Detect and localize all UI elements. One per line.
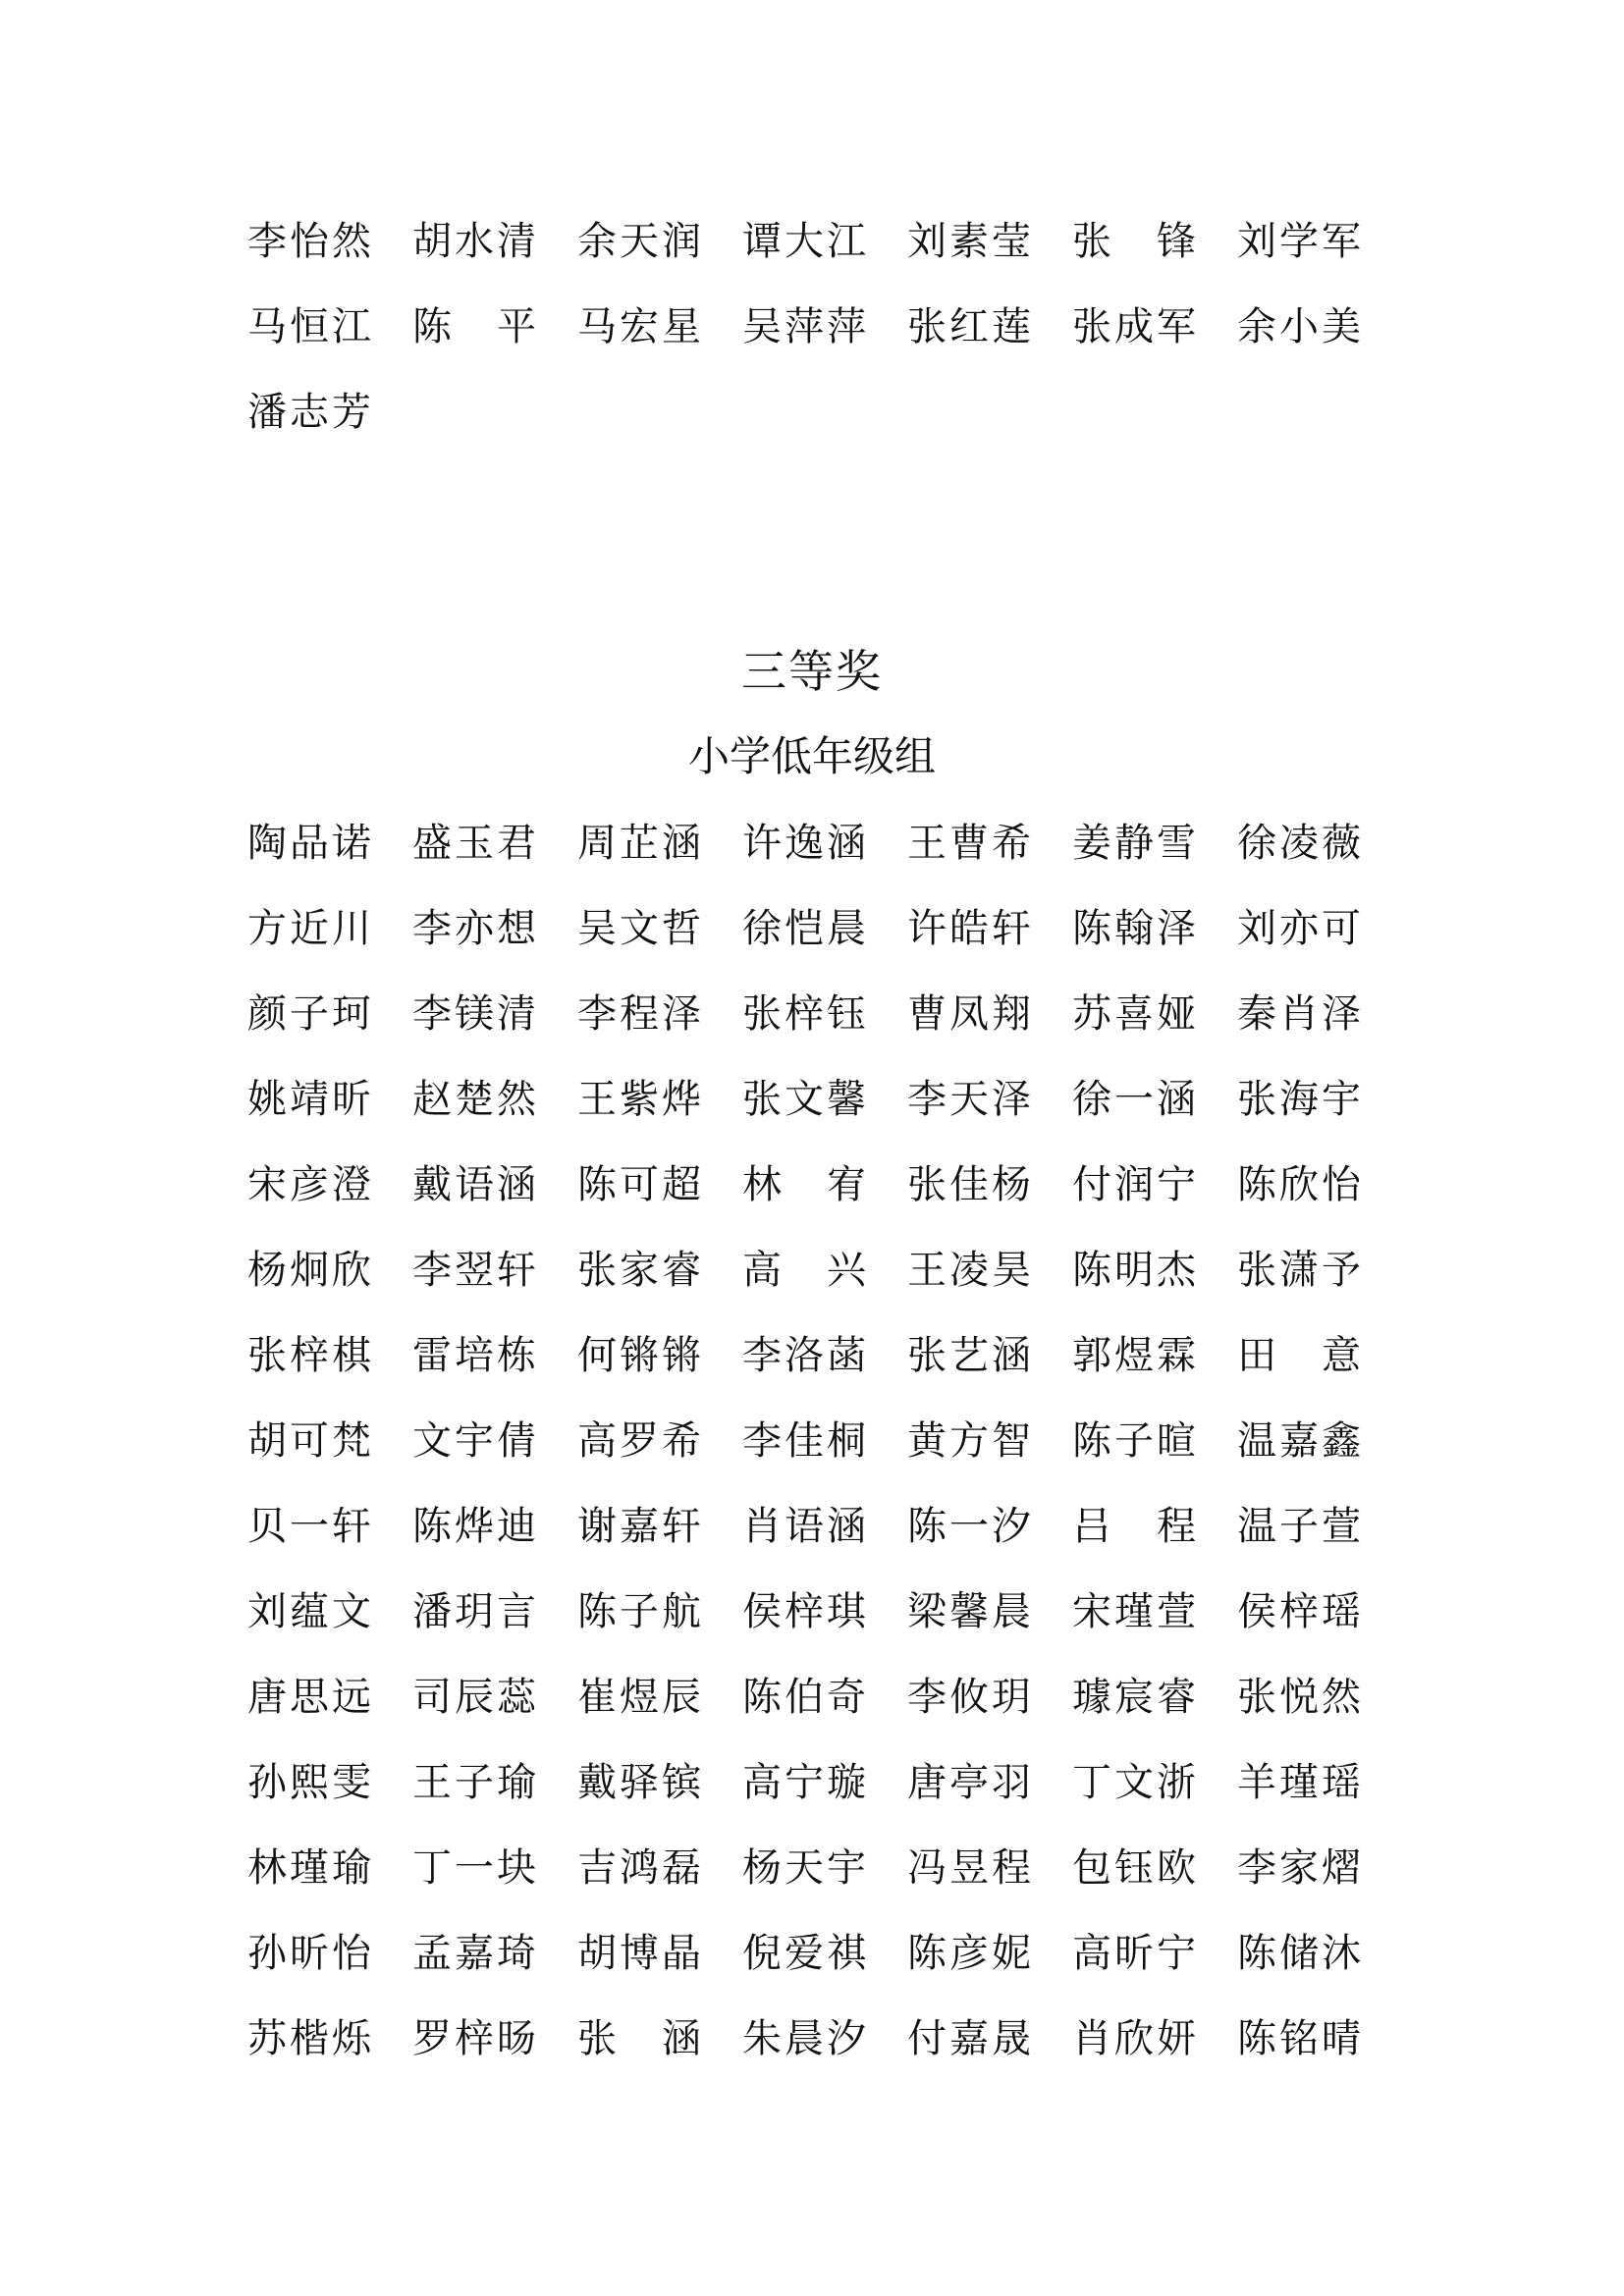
student-name: 谭 大 江 — [742, 219, 866, 264]
student-name: 李 镁 清 — [412, 991, 536, 1037]
student-name: 谢 嘉 轩 — [577, 1504, 701, 1549]
student-name: 唐 亭 羽 — [907, 1760, 1031, 1805]
student-name: 贝 一 轩 — [247, 1504, 371, 1549]
student-name: 陶 品 诺 — [247, 821, 371, 866]
student-name: 杨 炯 欣 — [247, 1248, 371, 1293]
student-name: 孟 嘉 琦 — [412, 1931, 536, 1976]
student-name: 高 兴 — [742, 1248, 866, 1293]
student-name: 方 近 川 — [247, 906, 371, 951]
student-name: 陈 平 — [412, 304, 536, 349]
student-name: 璩 宸 睿 — [1072, 1675, 1196, 1720]
student-name: 文 宇 倩 — [412, 1418, 536, 1464]
student-name: 唐 思 远 — [247, 1675, 371, 1720]
student-name: 陈 子 暄 — [1072, 1418, 1196, 1464]
student-name: 张 梓 钰 — [742, 991, 866, 1037]
student-name: 付 润 宁 — [1072, 1162, 1196, 1207]
student-name: 陈 子 航 — [577, 1589, 701, 1634]
student-name: 张 艺 涵 — [907, 1333, 1031, 1378]
student-name: 张 海 宇 — [1237, 1077, 1361, 1122]
student-name: 吴 文 哲 — [577, 906, 701, 951]
student-name: 姚 靖 昕 — [247, 1077, 371, 1122]
student-name: 刘 蕴 文 — [247, 1589, 371, 1634]
student-name: 王 紫 烨 — [577, 1077, 701, 1122]
student-name: 张 涵 — [577, 2016, 701, 2061]
student-name: 许 逸 涵 — [742, 821, 866, 866]
student-name: 周 芷 涵 — [577, 821, 701, 866]
student-name: 李 佳 桐 — [742, 1418, 866, 1464]
student-name: 李 家 熠 — [1237, 1845, 1361, 1891]
student-name: 吴 萍 萍 — [742, 304, 866, 349]
student-name: 温 嘉 鑫 — [1237, 1418, 1361, 1464]
student-name: 陈 储 沐 — [1237, 1931, 1361, 1976]
student-name: 罗 梓 旸 — [412, 2016, 536, 2061]
student-name: 郭 煜 霖 — [1072, 1333, 1196, 1378]
student-name: 李 天 泽 — [907, 1077, 1031, 1122]
student-name: 张 成 军 — [1072, 304, 1196, 349]
student-name: 余 天 润 — [577, 219, 701, 264]
student-name: 梁 馨 晨 — [907, 1589, 1031, 1634]
student-name: 孙 昕 怡 — [247, 1931, 371, 1976]
student-name: 丁 文 浙 — [1072, 1760, 1196, 1805]
student-name: 肖 欣 妍 — [1072, 2016, 1196, 2061]
student-name: 盛 玉 君 — [412, 821, 536, 866]
student-name: 黄 方 智 — [907, 1418, 1031, 1464]
student-name: 林 宥 — [742, 1162, 866, 1207]
student-name: 李 程 泽 — [577, 991, 701, 1037]
student-name: 余 小 美 — [1237, 304, 1361, 349]
student-name: 潘 志 芳 — [247, 390, 371, 435]
name-list-continued — [247, 199, 1367, 455]
student-name: 侯 梓 瑶 — [1237, 1589, 1361, 1634]
student-name: 李 洛 菡 — [742, 1333, 866, 1378]
student-name: 张 潇 予 — [1237, 1248, 1361, 1293]
student-name: 胡 水 清 — [412, 219, 536, 264]
student-name: 李 怡 然 — [247, 219, 371, 264]
student-name: 马 恒 江 — [247, 304, 371, 349]
student-name: 刘 亦 可 — [1237, 906, 1361, 951]
student-name: 徐 恺 晨 — [742, 906, 866, 951]
student-name: 颜 子 珂 — [247, 991, 371, 1037]
student-name: 宋 瑾 萱 — [1072, 1589, 1196, 1634]
student-name: 包 钰 欧 — [1072, 1845, 1196, 1891]
group-title: 小学低年级组 — [687, 732, 936, 780]
student-name: 孙 熙 雯 — [247, 1760, 371, 1805]
student-name: 羊 瑾 瑶 — [1237, 1760, 1361, 1805]
student-name: 张 悦 然 — [1237, 1675, 1361, 1720]
student-name: 刘 素 莹 — [907, 219, 1031, 264]
student-name: 倪 爱 祺 — [742, 1931, 866, 1976]
award-title: 三等奖 — [741, 645, 883, 698]
student-name: 冯 昱 程 — [907, 1845, 1031, 1891]
student-name: 刘 学 军 — [1237, 219, 1361, 264]
student-name: 陈 一 汐 — [907, 1504, 1031, 1549]
student-name: 陈 彦 妮 — [907, 1931, 1031, 1976]
student-name: 潘 玥 言 — [412, 1589, 536, 1634]
student-name: 肖 语 涵 — [742, 1504, 866, 1549]
student-name: 陈 伯 奇 — [742, 1675, 866, 1720]
student-name: 高 罗 希 — [577, 1418, 701, 1464]
student-name: 朱 晨 汐 — [742, 2016, 866, 2061]
student-name: 徐 一 涵 — [1072, 1077, 1196, 1122]
student-name: 陈 烨 迪 — [412, 1504, 536, 1549]
student-name: 张 红 莲 — [907, 304, 1031, 349]
student-name: 胡 可 梵 — [247, 1418, 371, 1464]
student-name: 吕 程 — [1072, 1504, 1196, 1549]
student-name: 姜 静 雪 — [1072, 821, 1196, 866]
student-name: 赵 楚 然 — [412, 1077, 536, 1122]
name-list-third-prize — [247, 801, 1367, 2082]
student-name: 张 佳 杨 — [907, 1162, 1031, 1207]
student-name: 付 嘉 晟 — [907, 2016, 1031, 2061]
student-name: 温 子 萱 — [1237, 1504, 1361, 1549]
student-name: 吉 鸿 磊 — [577, 1845, 701, 1891]
student-name: 雷 培 栋 — [412, 1333, 536, 1378]
student-name: 张 梓 棋 — [247, 1333, 371, 1378]
student-name: 许 皓 轩 — [907, 906, 1031, 951]
student-name: 李 攸 玥 — [907, 1675, 1031, 1720]
student-name: 王 子 瑜 — [412, 1760, 536, 1805]
student-name: 王 凌 昊 — [907, 1248, 1031, 1293]
student-name: 戴 语 涵 — [412, 1162, 536, 1207]
student-name: 宋 彦 澄 — [247, 1162, 371, 1207]
student-name: 曹 凤 翔 — [907, 991, 1031, 1037]
student-name: 张 锋 — [1072, 219, 1196, 264]
student-name: 高 宁 璇 — [742, 1760, 866, 1805]
student-name: 马 宏 星 — [577, 304, 701, 349]
student-name: 陈 翰 泽 — [1072, 906, 1196, 951]
student-name: 丁 一 块 — [412, 1845, 536, 1891]
student-name: 张 文 馨 — [742, 1077, 866, 1122]
student-name: 侯 梓 琪 — [742, 1589, 866, 1634]
student-name: 戴 驿 镔 — [577, 1760, 701, 1805]
student-name: 崔 煜 辰 — [577, 1675, 701, 1720]
student-name: 陈 可 超 — [577, 1162, 701, 1207]
student-name: 陈 铭 晴 — [1237, 2016, 1361, 2061]
student-name: 高 昕 宁 — [1072, 1931, 1196, 1976]
student-name: 何 锵 锵 — [577, 1333, 701, 1378]
student-name: 张 家 睿 — [577, 1248, 701, 1293]
student-name: 田 意 — [1237, 1333, 1361, 1378]
student-name: 胡 博 晶 — [577, 1931, 701, 1976]
student-name: 李 翌 轩 — [412, 1248, 536, 1293]
student-name: 李 亦 想 — [412, 906, 536, 951]
student-name: 苏 楷 烁 — [247, 2016, 371, 2061]
student-name: 司 辰 蕊 — [412, 1675, 536, 1720]
student-name: 秦 肖 泽 — [1237, 991, 1361, 1037]
student-name: 陈 欣 怡 — [1237, 1162, 1361, 1207]
student-name: 林 瑾 瑜 — [247, 1845, 371, 1891]
student-name: 杨 天 宇 — [742, 1845, 866, 1891]
student-name: 陈 明 杰 — [1072, 1248, 1196, 1293]
student-name: 王 曹 希 — [907, 821, 1031, 866]
student-name: 徐 凌 薇 — [1237, 821, 1361, 866]
student-name: 苏 喜 娅 — [1072, 991, 1196, 1037]
